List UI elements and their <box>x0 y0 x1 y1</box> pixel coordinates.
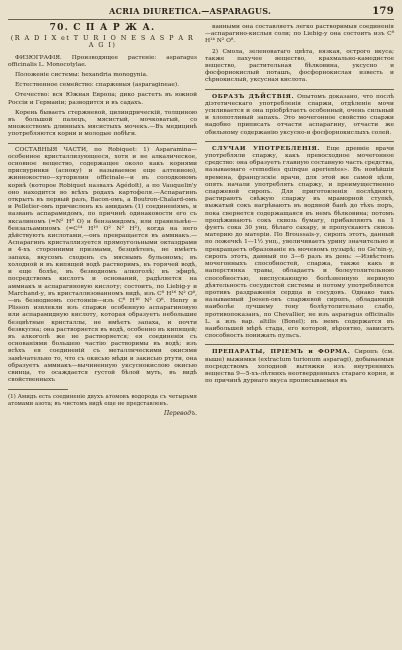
paragraph: Естественное семейство: спаржевыя (asparagineae). <box>15 82 180 89</box>
section-divider <box>205 344 394 345</box>
page-number: 179 <box>372 6 394 17</box>
paragraph: Отечество: вся Южная Европа; дико растетъ въ южной Россіи и Германіи; разводится и въ садахъ. <box>8 92 197 106</box>
paragraph: Положеніе системы: hexandria monogynia. <box>15 72 148 79</box>
section-text: Еще древніе врачи употребляли спаржу, какъ превосходное мочегонное средство: она образуетъ главную составную часть средства, называемаго «remedies quinque aperientes». Въ новѣйшія времена, французскіе врачи, для этой же самой цѣли, опять начали употреблять спаржу, и преимущественно спаржевой сиропъ. Для приготовленія послѣдняго, растираютъ свѣжую спаржу въ мраморной ступкѣ, выжатый сокъ нагрѣваютъ въ водяной банѣ до тѣхъ поръ, пока свернется содержащаяся въ немъ бѣлковина; потомъ процѣживаютъ сокъ сквозь бумагу, прибавляютъ на 1 фунтъ сока 30 унц. бѣлаго сахару, и пропускаютъ сквозь материю до матеріи. По Broussais-у, сиропъ этотъ, данный по ложечкѣ 1—1½ унц., увеличиваетъ урину значительно и прекращаетъ образованіе въ мочевомъ пузырѣ; по Ge'nin-у, сиропъ этотъ, данный по 3—6 разъ въ день: —Извѣстенъ мочегонныхъ способностей, спаржа, также какъ и наперстянка травы, обладаетъ и болеутолительною способностью, ниспускающую болѣзненную нервную дѣятельность сосудистой системы и потому употребляется противъ раздраженія сердца и сосудовъ. Однако такъ называемый Joosen-овъ спаржевой сиропъ, обладающій наиболѣе лучшему тону болѣутолительно слабо, противопоказанъ, по Chevallier, не изъ asparagus officinalis L. а изъ вар. altilis (Bonel); въ немъ содержатся въ наибольшей мѣрѣ стада, его которой, вѣроятно, зависитъ способность понижать пульсъ. <box>205 145 395 340</box>
two-column-body <box>8 24 394 417</box>
left-column <box>8 24 197 417</box>
section-paragraph <box>205 145 394 340</box>
section-paragraph <box>205 348 394 385</box>
section-heading: СЛУЧАИ УПОТРЕБЛЕНІЯ. <box>212 144 320 152</box>
paragraph: ФИЗЮГРАФІЯ. Производящее растеніе: asparagus officinalis L. Monocotylae. <box>8 54 197 68</box>
section-divider <box>8 143 197 144</box>
paragraph: Корень бываетъ стержневой, цилиндрическій, толщиною въ большой палецъ, мясистый, мочковатый, со множествомъ длинныхъ мясистыхъ мочекъ.—Въ медицинѣ употребляются корни и молодые побѣги. <box>8 109 197 138</box>
signoff: Переводъ. <box>164 409 197 417</box>
running-title: ACRIA DIURETICA.—ASPARAGUS. <box>109 6 272 16</box>
section-paragraph <box>205 93 394 137</box>
running-header <box>8 6 394 20</box>
section-divider <box>205 89 394 90</box>
article-title: 70. С П А Р Ж А. <box>49 23 156 33</box>
paragraph: ванными она составляетъ легко растворимыя соединенія—аспарагино-кислыя соли; по Liebig-у она состоитъ изъ C⁸ H¹⁴ N² O⁸. <box>205 24 394 45</box>
section-text: Опытомъ доказано, что послѣ діэтетическаго употребленія спаржи, отдѣленіе мочи усиливается и она пріобрѣтаетъ особенный, очень сильный и хлопотливый запахъ. Это мочегонное свойство спаржи надобно приписать отчасти аспарагину, отчасти же обильному содержанію уксусно-и фосфорнокислыхъ солей. <box>205 93 395 136</box>
footnote: (1) Амидъ есть соединеніе двухъ атомовъ водорода съ четырьмя атомами азота; въ чистомъ видѣ еще не представленъ. <box>8 394 197 408</box>
section-text: Сиропъ (см. выше) выжимки (extractum turionum asparagi), добываемыя посредствомъ холодной вытяжки изъ внутреннихъ вещества 9—5-хъ-лѣтнихъ неотверденныхъ стараго корня, и по причинѣ дурнаго вкуса прописываемая въ <box>205 349 394 385</box>
paragraph: 2) Смола, зеленоватаго цвѣта, вязкая, острого вкуса; также пахучее вещество, крахмально-камедистое вещество, растительная бѣлковина, уксусно и фосфорнокислый поташъ, фосфорнокислая известь и сѣрнокислый, уксусная кислота. <box>205 48 394 84</box>
footnote-divider <box>8 389 68 390</box>
section-heading: ОБРАЗЪ ДѢЙСТВІЯ. <box>212 92 295 100</box>
paragraph: СОСТАВНЫЯ ЧАСТИ, по Robiquet: 1) Asparamina—особенное кристаллизующееся, хотя и не алкалическое, основное вещество, содержащее около какъ корнями присвуринки (асноку) и называемое еще алтеиною), жиннокостно—хуторилин officinale—и въ солодковомъ корнѣ (которое Robiquet назвалъ Agédoït), а по Vauquelin'у оно находится во всѣхъ родахъ картофеля.—Аспарагинъ открытъ въ первый разъ, Bacon-омъ, а Boutron-Chalard-омъ и Pelletier-омъ причисленъ къ амидамъ (1) соединеніямъ, и названъ аспарамидомъ, по причинѣ одинаковости его съ яксалиномъ (=N² H⁸ O) и бензамидомъ, или правильнѣе—бензальаминомъ (=C¹⁴ H¹⁰ O² N² H²), когда на него дѣйствуютъ кислотами,—онъ превращается въ аммиакъ.—Аспарагинъ кристаллизуется прямоугольными октаэдрами и 4-хъ сторонними призмами, безцвѣтенъ, не имѣетъ запаха, вкусомъ сходенъ съ мяснымъ бульономъ; въ холодной и въ кипящей водѣ растворимъ, въ горячей водѣ, и еще болѣе, въ безводномъ алкоголѣ; въ эфирѣ, посредствомъ кислотъ и оснований, радѣляется на аммиакъ и аспарагиновую кислоту; состоитъ, по Liebig-у и Marchand-у, въ кристаллизованномъ видѣ, изъ C⁸ H¹⁶ N² O⁶,—въ безводномъ состояніи—изъ C⁸ H¹⁶ N² O⁶. Henry и Plisson извлекли изъ спаржи особенную аспарагиновую или аспарамидную кислоту, которая образуетъ небольшие безцвѣтные кристаллы, не имѣетъ запаха, и почти безвкусна; она растворяется въ водѣ, особенно въ кипящей; въ алкоголѣ же не растворяется; ея соединенія съ основаніями большею частію растворимы въ водѣ; изъ всѣхъ ея соединеній съ металлическими окисями замѣчательно то, что съ окисью мѣди и закисью ртути, она образуетъ аммиакъ—вычиненную уксуснокислою окисью свинца, то осаждается густой бѣлой муть, въ видѣ свойственныхъ <box>8 146 197 384</box>
right-column <box>205 24 394 417</box>
section-divider <box>205 141 394 142</box>
section-heading: ПРЕПАРАТЫ, ПРІЕМЪ и ФОРМА. <box>212 348 351 356</box>
article-subtitle: (R A D I X et T U R I O N E S A S P A R A G I) <box>10 34 195 50</box>
